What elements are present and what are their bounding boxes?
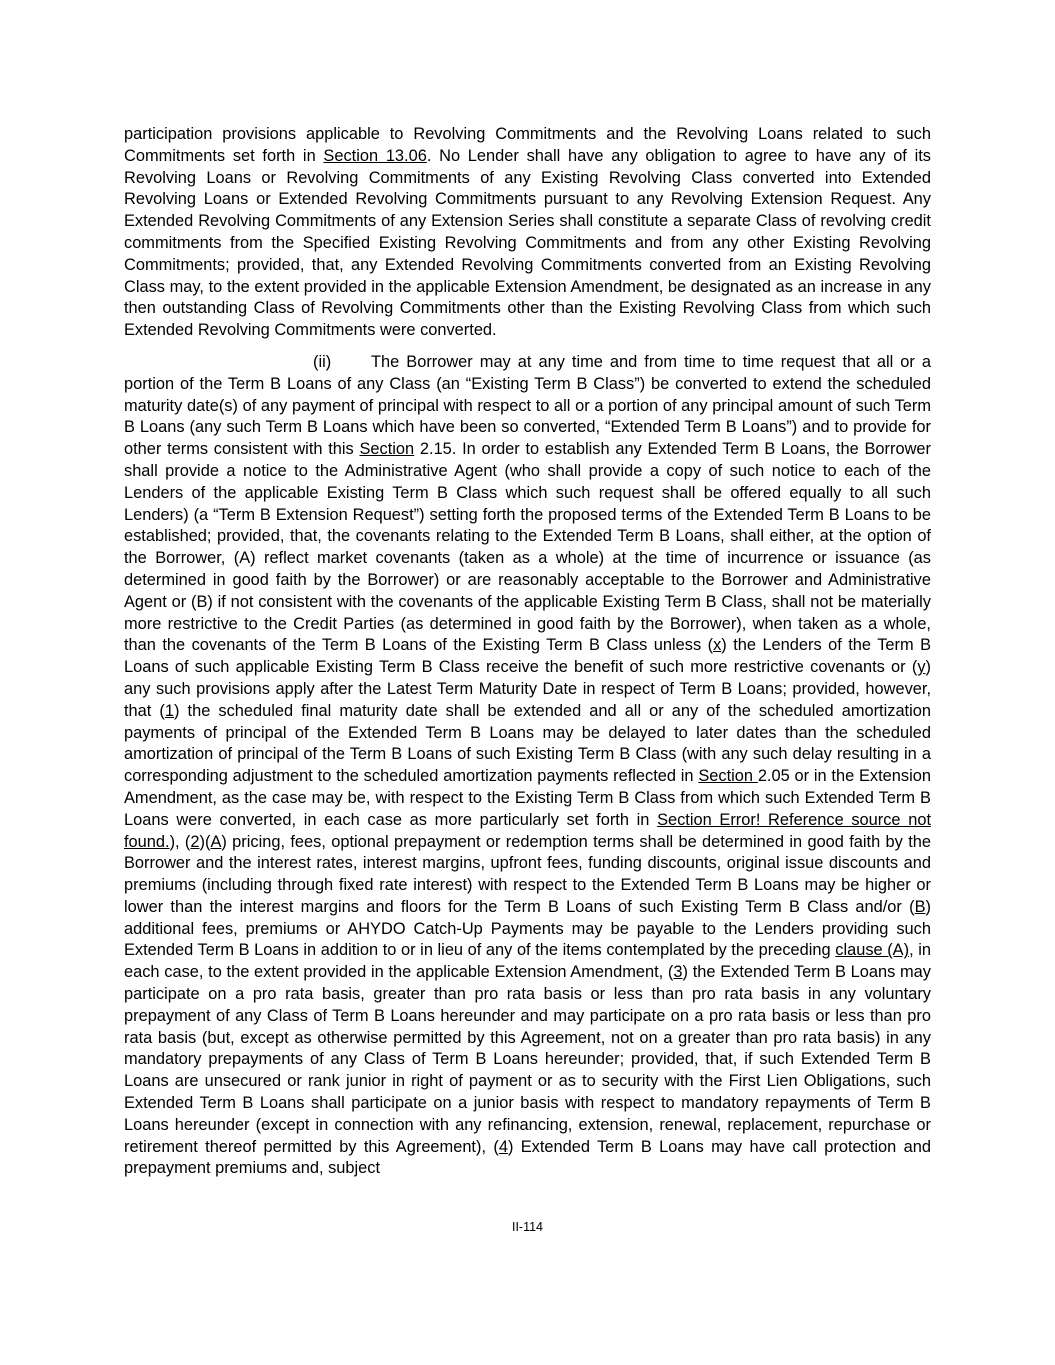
section-reference-link[interactable]: Section (698, 767, 758, 786)
text-run: ) any such provisions apply after the Latest Term Maturity Date in respect of Term B Loans; provided, however, that ( (124, 658, 931, 720)
text-run: )( (199, 832, 211, 851)
clause-marker: 3 (673, 963, 683, 982)
text-run: ) pricing, fees, optional prepayment or redemption terms shall be determined in good faith by the Borrower and the interest rates, interest margins, upfront fees, funding discounts, original issue discounts and premiums (including through fixed rate interest) with respect to the Extended Term B Loans may be higher or lower than the interest margins and floors for the Term B Loans of such Existing Term B Class and/or ( (124, 832, 931, 916)
text-run: ) the Lenders of the Term B Loans of such applicable Existing Term B Class receive the benefit of such more restrictive covenants or ( (124, 636, 932, 677)
broken-reference-link[interactable]: Section Error! Reference source not found. (124, 810, 932, 851)
text-run: ), ( (169, 832, 191, 851)
paragraph-revolving-continuation (124, 124, 931, 342)
clause-reference-link[interactable]: clause (A) (835, 941, 910, 960)
section-reference-link[interactable]: Section (359, 440, 415, 459)
page-number: II-114 (511, 1220, 544, 1234)
text-run: , in each case, to the extent provided in the applicable Extension Amendment, ( (124, 941, 931, 982)
text-run: ) additional fees, premiums or AHYDO Catch-Up Payments may be payable to the Lenders providing such Extended Term B Loans in addition to or in lieu of any of the items contemplated by the preceding (124, 897, 931, 960)
document-page (124, 124, 931, 1180)
clause-marker: y (917, 658, 926, 677)
paragraph-term-b-extension (124, 352, 931, 1180)
section-reference-link[interactable]: Section 13.06 (323, 146, 427, 165)
clause-marker: 1 (164, 701, 174, 720)
clause-marker: B (914, 897, 926, 916)
text-run: ) the Extended Term B Loans may participate on a pro rata basis, greater than pro rata basis or less than pro rata basis in any voluntary prepayment of any Class of Term B Loans hereunder and may participate on a pro rata basis or less than pro rata basis (but, except as otherwise permitted by this Agreement, not on a greater than pro rata basis) in any mandatory prepayments of any Class of Term B Loans hereunder; provided, that, if such Extended Term B Loans are unsecured or rank junior in right of payment or as to security with the First Lien Obligations, such Extended Term B Loans shall participate on a junior basis with respect to mandatory repayments of Term B Loans hereunder (except in connection with any refinancing, extension, renewal, replacement, repurchase or retirement thereof permitted by this Agreement), ( (124, 963, 931, 1156)
text-run: 2.15. In order to establish any Extended Term B Loans, the Borrower shall provide a notice to the Administrative Agent (who shall provide a copy of such notice to each of the Lenders of the applicable Existing Term B Class which such request shall be offered equally to all such Lenders) (a “Term B Extension Request”) setting forth the proposed terms of the Extended Term B Loans to be established; provided, that, the covenants relating to the Extended Term B Loans, shall either, at the option of the Borrower, (A) reflect market covenants (taken as a whole) at the time of incurrence or issuance (as determined in good faith by the Borrower) or are reasonably acceptable to the Borrower and Administrative Agent or (B) if not consistent with the covenants of the applicable Existing Term B Class, shall not be materially more restrictive to the Credit Parties (as determined in good faith by the Borrower), when taken as a whole, than the covenants of the Term B Loans of the Existing Term B Class unless ( (124, 440, 931, 655)
text-run: . No Lender shall have any obligation to agree to have any of its Revolving Loans or Revolving Commitments of any Existing Revolving Class converted into Extended Revolving Loans or Extended Revolving Commitments pursuant to any Revolving Extension Request. Any Extended Revolving Commitments of any Extension Series shall constitute a separate Class of revolving credit commitments from the Specified Existing Revolving Commitments and from any other Existing Revolving Commitments; provided, that, any Extended Revolving Commitments converted from an Existing Revolving Class may, to the extent provided in the applicable Extension Amendment, be designated as an increase in any then outstanding Class of Revolving Commitments other than the Existing Revolving Class from which such Extended Revolving Commitments were converted. (124, 146, 931, 340)
text-run: The Borrower may at any time and from time to time request that all or a portion of the Term B Loans of any Class (an “Existing Term B Class”) be converted to extend the scheduled maturity date(s) of any payment of principal with respect to all or a portion of any principal amount of such Term B Loans (any such Term B Loans which have been so converted, “Extended Term B Loans”) and to provide for other terms consistent with this (124, 352, 931, 459)
clause-marker: 4 (498, 1137, 508, 1156)
text-run: 2.05 or in the Extension Amendment, as the case may be, with respect to the Existing Term B Class from which such Extended Term B Loans were converted, in each case as more particularly set forth in (124, 767, 931, 829)
clause-marker: x (713, 636, 722, 655)
clause-number: (ii) (313, 352, 332, 371)
clause-marker: 2 (190, 832, 200, 851)
text-run: ) Extended Term B Loans may have call protection and prepayment premiums and, subject (124, 1137, 931, 1178)
text-run: participation provisions applicable to Revolving Commitments and the Revolving Loans related to such Commitments set forth in (124, 125, 931, 165)
text-run: ) the scheduled final maturity date shall be extended and all or any of the scheduled amortization payments of principal of the Extended Term B Loans may be delayed to later dates than the scheduled amortization of principal of the Term B Loans of such Existing Term B Class (with any such delay resulting in a corresponding adjustment to the scheduled amortization payments reflected in (124, 701, 931, 786)
clause-marker: A (210, 832, 222, 851)
